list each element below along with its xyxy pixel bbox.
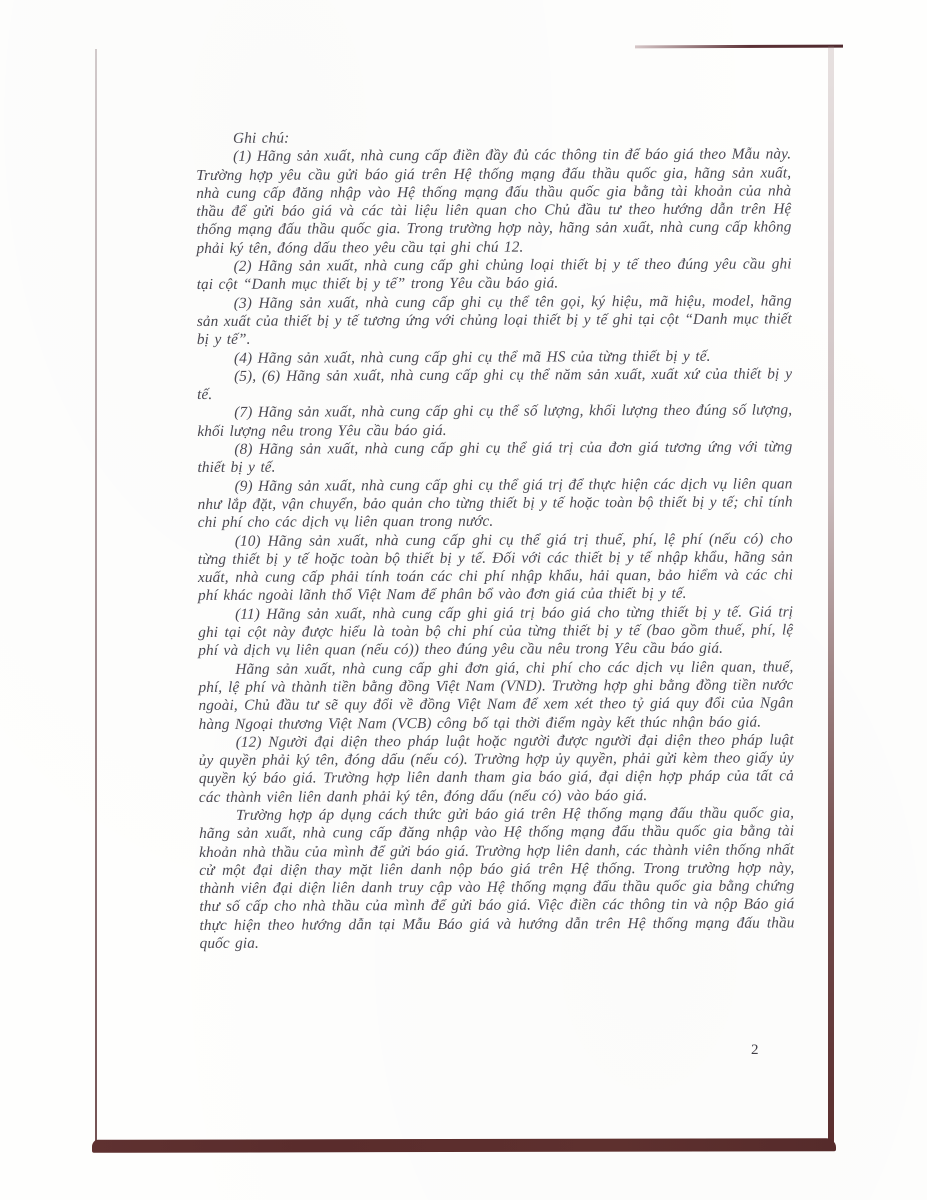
paragraph: (11) Hãng sản xuất, nhà cung cấp ghi giá trị báo giá cho từng thiết bị y tế. Giá trị ghi tại cột này được hiểu là toàn bộ chi phí của từng thiết bị y tế (bao gồm thuế, phí, lệ phí và dịch vụ liên quan (nếu có)) theo đúng yêu cầu nêu trong Yêu cầu báo giá. <box>198 603 794 660</box>
paragraph: Hãng sản xuất, nhà cung cấp ghi đơn giá, chi phí cho các dịch vụ liên quan, thuế, phí, lệ phí và thành tiền bằng đồng Việt Nam (VND). Trường hợp ghi bằng đồng tiền nước ngoài, Chủ đầu tư sẽ quy đổi về đồng Việt Nam để xem xét theo tỷ giá quy đổi của Ngân hàng Ngoại thương Việt Nam (VCB) công bố tại thời điểm ngày kết thúc nhận báo giá. <box>198 658 794 733</box>
paragraph: Trường hợp áp dụng cách thức gửi báo giá trên Hệ thống mạng đấu thầu quốc gia, hãng sản xuất, nhà cung cấp đăng nhập vào Hệ thống mạng đấu thầu quốc gia bằng tài khoản nhà thầu của mình để gửi báo giá. Trường hợp liên danh, các thành viên thống nhất cử một đại diện thay mặt liên danh nộp báo giá trên Hệ thống. Trong trường hợp này, thành viên đại diện liên danh truy cập vào Hệ thống mạng đấu thầu quốc gia bằng chứng thư số cấp cho nhà thầu của mình để gửi báo giá. Việc điền các thông tin và nộp Báo giá thực hiện theo hướng dẫn tại Mẫu Báo giá và hướng dẫn trên Hệ thống mạng đấu thầu quốc gia. <box>199 804 795 953</box>
paragraph: (2) Hãng sản xuất, nhà cung cấp ghi chủng loại thiết bị y tế theo đúng yêu cầu ghi tại cột “Danh mục thiết bị y tế” trong Yêu cầu báo giá. <box>196 255 792 294</box>
paragraph: (10) Hãng sản xuất, nhà cung cấp ghi cụ thể giá trị thuế, phí, lệ phí (nếu có) cho từng thiết bị y tế hoặc toàn bộ thiết bị y tế. Đối với các thiết bị y tế nhập khẩu, hãng sản xuất, nhà cung cấp phải tính toán các chi phí nhập khẩu, hải quan, bảo hiểm và các chi phí khác ngoài lãnh thổ Việt Nam để phân bổ vào đơn giá của thiết bị y tế. <box>197 529 793 605</box>
paragraph: (9) Hãng sản xuất, nhà cung cấp ghi cụ thể giá trị để thực hiện các dịch vụ liên quan như lắp đặt, vận chuyển, bảo quản cho từng thiết bị y tế hoặc toàn bộ thiết bị y tế; chỉ tính chi phí cho các dịch vụ liên quan trong nước. <box>197 475 793 532</box>
paragraph: (12) Người đại diện theo pháp luật hoặc người được người đại diện theo pháp luật ủy quyền phải ký tên, đóng dấu (nếu có). Trường hợp ủy quyền, phải gửi kèm theo giấy ủy quyền ký báo giá. Trường hợp liên danh tham gia báo giá, đại diện hợp pháp của tất cả các thành viên liên danh phải ký tên, đóng dấu (nếu có) vào báo giá. <box>198 731 794 806</box>
paragraph: (7) Hãng sản xuất, nhà cung cấp ghi cụ thể số lượng, khối lượng theo đúng số lượng, khối lượng nêu trong Yêu cầu báo giá. <box>197 401 793 440</box>
paragraph: (8) Hãng sản xuất, nhà cung cấp ghi cụ thể giá trị của đơn giá tương ứng với từng thiết bị y tế. <box>197 438 793 477</box>
paragraph: (5), (6) Hãng sản xuất, nhà cung cấp ghi cụ thể năm sản xuất, xuất xứ của thiết bị y tế. <box>197 365 793 404</box>
paragraph: (4) Hãng sản xuất, nhà cung cấp ghi cụ thể mã HS của từng thiết bị y tế. <box>233 347 711 367</box>
document-body <box>196 127 795 953</box>
paragraph: Ghi chú: <box>232 129 290 147</box>
scan-edge-top <box>635 45 843 49</box>
scan-edge-bottom <box>92 1138 836 1153</box>
page-number: 2 <box>751 1042 759 1058</box>
paragraph: (1) Hãng sản xuất, nhà cung cấp điền đầy đủ các thông tin để báo giá theo Mẫu này. Trường hợp yêu cầu gửi báo giá trên Hệ thống mạng đấu thầu quốc gia, hãng sản xuất, nhà cung cấp đăng nhập vào Hệ thống mạng đấu thầu quốc gia bằng tài khoản của nhà thầu để gửi báo giá và các tài liệu liên quan cho Chủ đầu tư theo hướng dẫn trên Hệ thống mạng đấu thầu quốc gia. Trong trường hợp này, hãng sản xuất, nhà cung cấp không phải ký tên, đóng dấu theo yêu cầu tại ghi chú 12. <box>196 145 792 257</box>
scan-edge-left <box>95 49 97 1143</box>
paragraph: (3) Hãng sản xuất, nhà cung cấp ghi cụ thể tên gọi, ký hiệu, mã hiệu, model, hãng sản xuất của thiết bị y tế tương ứng với chủng loại thiết bị y tế ghi tại cột “Danh mục thiết bị y tế”. <box>196 292 792 349</box>
scan-edge-right <box>828 46 834 1147</box>
